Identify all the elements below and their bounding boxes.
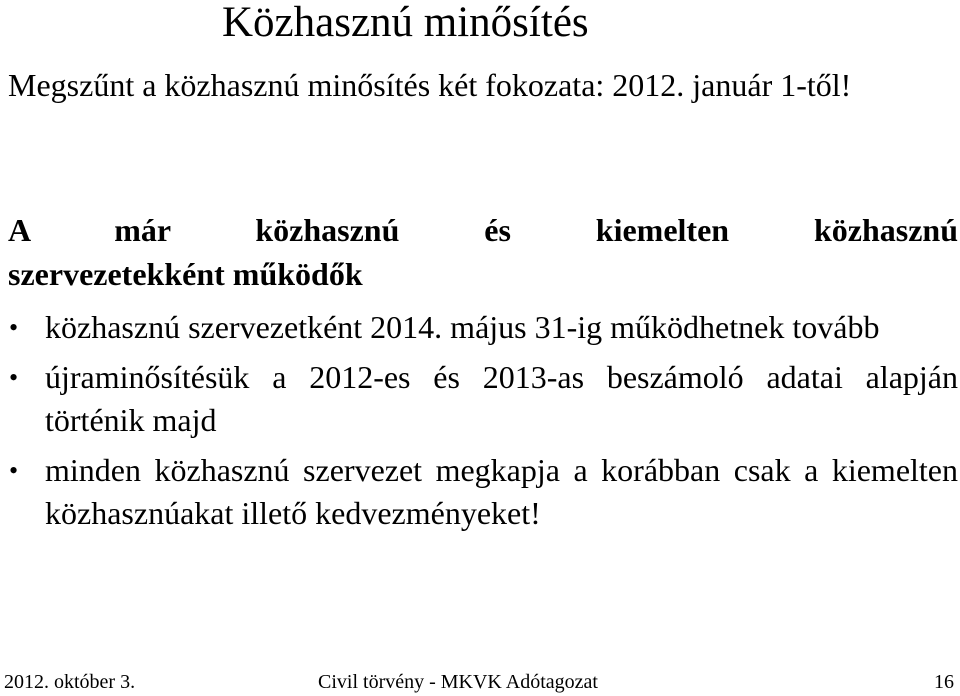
page-number: 16 [934, 671, 954, 693]
bullet-list [8, 306, 958, 542]
bold-paragraph [8, 208, 958, 296]
list-item [8, 306, 958, 349]
slide-title: Közhasznú minősítés [222, 0, 589, 46]
bullet-icon: • [9, 456, 19, 485]
bullet-icon: • [9, 313, 19, 342]
list-item [8, 449, 958, 535]
footer-title: Civil törvény - MKVK Adótagozat [318, 671, 598, 693]
bullet-text: újraminősítésük a 2012-es és 2013-as beszámoló adatai alapján történik majd [45, 359, 958, 438]
intro-text: Megszűnt a közhasznú minősítés két fokozata: 2012. január 1-től! [8, 67, 852, 103]
slide-footer [0, 668, 960, 696]
bullet-icon: • [9, 363, 19, 392]
list-item [8, 356, 958, 442]
bold-line-2: szervezetekként működők [8, 256, 363, 292]
bullet-text: közhasznú szervezetként 2014. május 31-ig működhetnek tovább [45, 309, 880, 345]
bold-line-1: A már közhasznú és kiemelten közhasznú [8, 212, 958, 248]
bullet-text: minden közhasznú szervezet megkapja a korábban csak a kiemelten közhasznúakat illető kedvezményeket! [45, 452, 958, 531]
footer-date: 2012. október 3. [4, 671, 136, 693]
